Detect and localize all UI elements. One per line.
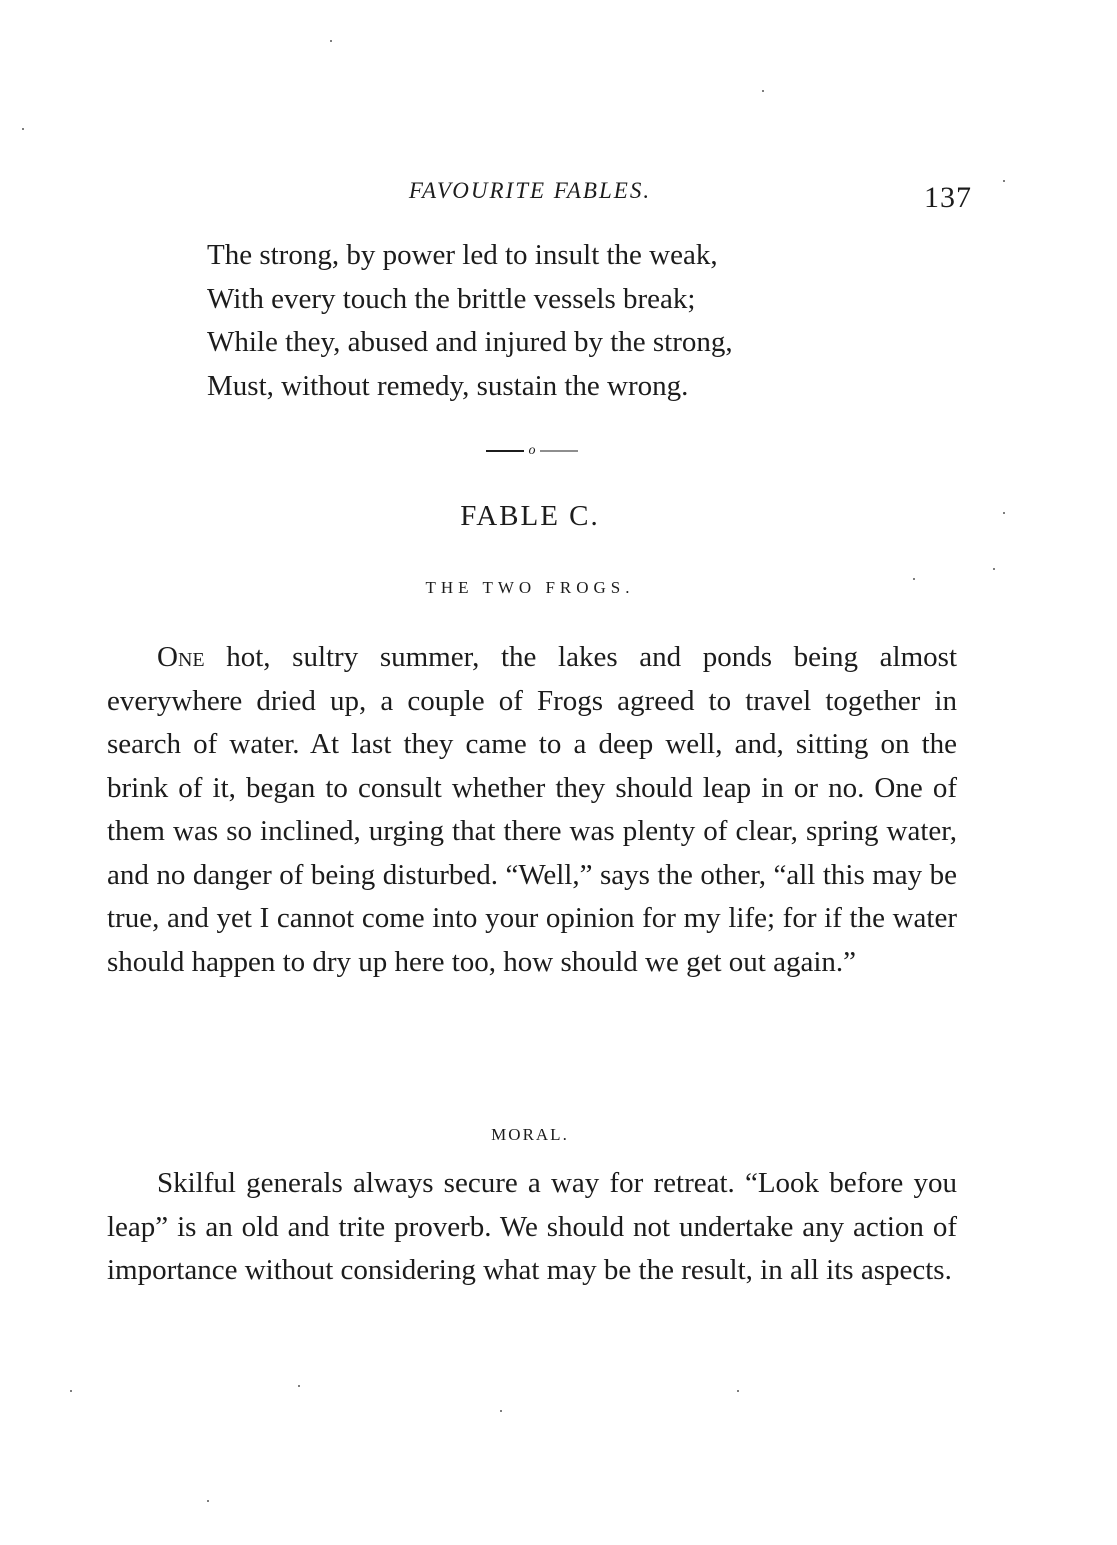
paper-speck — [298, 1385, 300, 1387]
paper-speck — [1003, 512, 1005, 514]
paper-speck — [207, 1500, 209, 1502]
fable-body — [107, 636, 957, 984]
section-divider — [484, 440, 580, 460]
moral-heading: MORAL. — [491, 1125, 569, 1144]
moral-text: Skilful generals always secure a way for retreat. “Look before you leap” is an old and trite proverb. We should not undertake any action of importance without considering what may be the result, in all its aspects. — [107, 1167, 957, 1286]
verse-line: The strong, by power led to insult the weak, — [207, 239, 718, 271]
verse-line: Must, without remedy, sustain the wrong. — [207, 369, 689, 402]
page-number: 137 — [924, 181, 972, 214]
paper-speck — [70, 1390, 72, 1392]
paper-speck — [330, 40, 332, 42]
divider-glyph: o — [528, 443, 536, 458]
paper-speck — [1003, 180, 1005, 182]
paper-speck — [22, 128, 24, 130]
running-title: FAVOURITE FABLES. — [408, 178, 652, 203]
paper-speck — [500, 1410, 502, 1412]
verse-line: While they, abused and injured by the strong, — [207, 326, 733, 358]
fable-first-word: One — [157, 641, 205, 673]
paper-speck — [762, 90, 764, 92]
verse-line: With every touch the brittle vessels break; — [207, 282, 696, 315]
fable-title: THE TWO FROGS. — [425, 578, 635, 597]
verse-stanza — [207, 234, 907, 408]
fable-number: FABLE C. — [460, 500, 600, 532]
paper-speck — [993, 568, 995, 570]
fable-body-text: hot, sultry summer, the lakes and ponds being almost everywhere dried up, a couple of Frogs agreed to travel together in search of water. At last they came to a deep well, and, sitting on the brink of it, began to consult whether they should leap in or no. One of them was so inclined, urging that there was plenty of clear, spring water, and no danger of being disturbed. “Well,” says the other, “all this may be true, and yet I cannot come into your opinion for my life; for if the water should happen to dry up here too, how should we get out again.” — [107, 641, 957, 978]
paper-speck — [737, 1390, 739, 1392]
paper-speck — [913, 578, 915, 580]
